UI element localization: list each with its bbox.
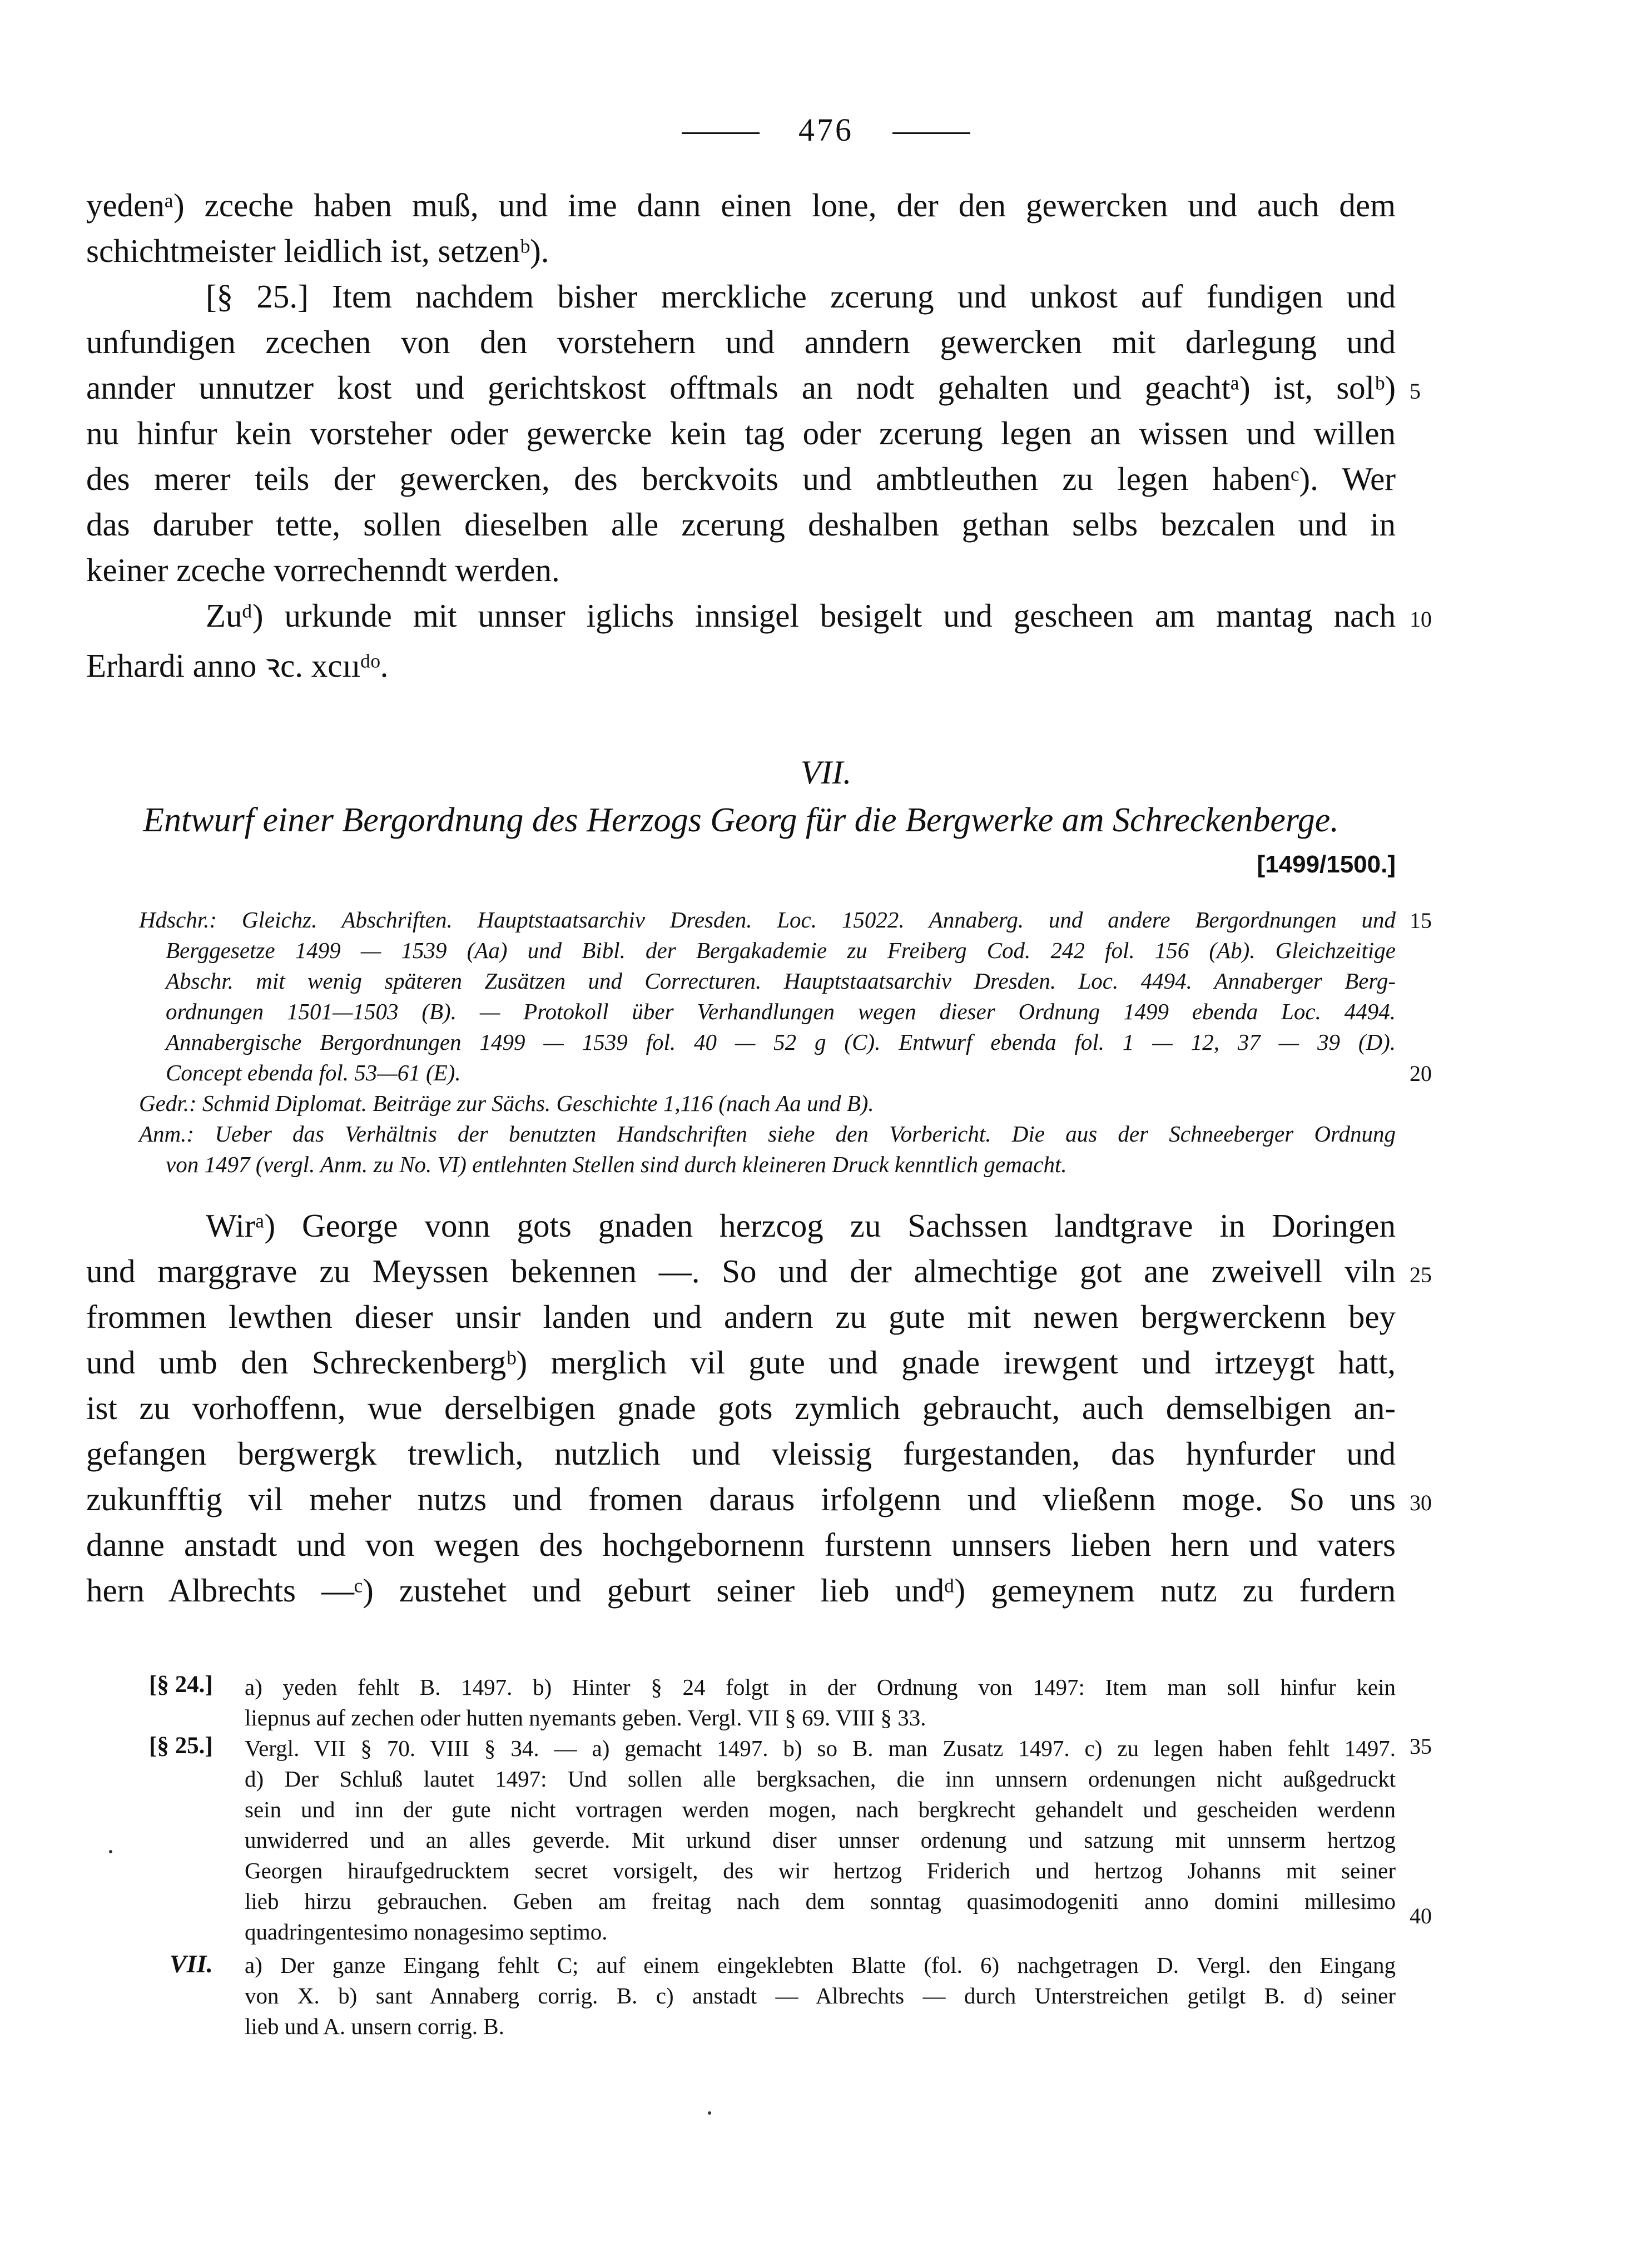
source-note-line: ordnungen 1501—1503 (B). — Protokoll über Verhandlungen wegen dieser Ordnung 1499 ebenda Loc. 4494. [166,999,1396,1024]
footnote-line: unwiderred und an alles geverde. Mit urkund diser unnser ordenung und satzung mit unnserm hertzog [245,1827,1396,1853]
text-line: annder unnutzer kost und gerichtskost offtmals an nodt gehalten und geachtᵃ) ist, solᵇ) [86,369,1396,406]
line-number: 15 [1410,908,1432,933]
page-number: 476 [0,111,1652,148]
text-line: zukunfftig vil meher nutzs und fromen daraus irfolgenn und vließenn moge. So uns [86,1481,1396,1517]
line-number: 25 [1410,1262,1432,1287]
source-note-line: Anm.: Ueber das Verhältnis der benutzten Handschriften siehe den Vorbericht. Die aus der Schneeberger Ordnung [139,1121,1396,1147]
footnote-line: d) Der Schluß lautet 1497: Und sollen alle bergksachen, die inn unnsern ordenungen nicht außgedruckt [245,1766,1396,1792]
line-number: 10 [1410,607,1432,632]
text-line: Zuᵈ) urkunde mit unnser iglichs innsigel besigelt und gescheen am mantag nach [206,597,1396,634]
section-date: [1499/1500.] [1257,851,1396,878]
footnote-line: lieb hirzu gebrauchen. Geben am freitag nach dem sonntag quasimodogeniti anno domini millesimo [245,1888,1396,1914]
footnote-line: quadringentesimo nonagesimo septimo. [245,1919,608,1945]
source-note-line: von 1497 (vergl. Anm. zu No. VI) entlehnten Stellen sind durch kleineren Druck kenntlich gemacht. [166,1152,1067,1177]
footnote-label: [§ 24.] [149,1671,213,1698]
source-note-line: Berggesetze 1499 — 1539 (Aa) und Bibl. der Bergakademie zu Freiberg Cod. 242 fol. 156 (Ab). Gleichzeitige [166,938,1396,963]
print-speck [109,1850,112,1853]
source-note-line: Annabergische Bergordnungen 1499 — 1539 fol. 40 — 52 g (C). Entwurf ebenda fol. 1 — 12, 37 — 39 (D). [166,1029,1396,1055]
line-number: 5 [1410,379,1421,404]
footnote-line: sein und inn der gute nicht vortragen werden mogen, nach bergkrecht gehandelt und gescheiden werdenn [245,1797,1396,1822]
source-note-line: Abschr. mit wenig späteren Zusätzen und Correcturen. Hauptstaatsarchiv Dresden. Loc. 4494. Annaberger Berg- [166,968,1396,994]
text-line: keiner zceche vorrechenndt werden. [86,552,560,588]
print-speck [708,2111,711,2115]
text-line: unfundigen zcechen von den vorstehern und anndern gewercken mit darlegung und [86,324,1396,360]
line-number: 40 [1410,1903,1432,1928]
text-line: ist zu vorhoffenn, wue derselbigen gnade gots zymlich gebraucht, auch demselbigen an- [86,1390,1396,1426]
text-line: danne anstadt und von wegen des hochgebornenn furstenn unnsers lieben hern und vaters [86,1526,1396,1563]
footnote-label: [§ 25.] [149,1733,213,1759]
footnote-line: von X. b) sant Annaberg corrig. B. c) anstadt — Albrechts — durch Unterstreichen getilgt B. d) seiner [245,1983,1396,2008]
text-line: [§ 25.] Item nachdem bisher merckliche zcerung und unkost auf fundigen und [206,278,1396,315]
footnote-label: VII. [170,1950,213,1978]
source-note-line: Hdschr.: Gleichz. Abschriften. Hauptstaatsarchiv Dresden. Loc. 15022. Annaberg. und andere Bergordnungen und [139,907,1396,932]
text-line: yedenᵃ) zceche haben muß, und ime dann einen lone, der den gewercken und auch dem [86,187,1396,224]
text-line: des merer teils der gewercken, des berckvoits und ambtleuthen zu legen habenᶜ). Wer [86,460,1396,497]
footnote-line: a) yeden fehlt B. 1497. b) Hinter § 24 folgt in der Ordnung von 1497: Item man soll hinfur kein [245,1674,1396,1700]
text-line: und marggrave zu Meyssen bekennen —. So und der almechtige got ane zweivell viln [86,1253,1396,1289]
section-number: VII. [800,754,852,791]
text-line: frommen lewthen dieser unsir landen und andern zu gute mit newen bergwerckenn bey [86,1298,1396,1335]
text-line: Wirᵃ) George vonn gots gnaden herzcog zu Sachssen landtgrave in Doringen [206,1207,1396,1244]
line-number: 35 [1410,1734,1432,1759]
text-line: nu hinfur kein vorsteher oder gewercke kein tag oder zcerung legen an wissen und willen [86,415,1396,452]
footnote-line: a) Der ganze Eingang fehlt C; auf einem eingeklebten Blatte (fol. 6) nachgetragen D. Vergl. den Eingang [245,1952,1396,1978]
footnote-line: Vergl. VII § 70. VIII § 34. — a) gemacht 1497. b) so B. man Zusatz 1497. c) zu legen haben fehlt 1497. [245,1735,1396,1761]
section-title: Entwurf einer Bergordnung des Herzogs Georg für die Bergwerke am Schreckenberge. [143,801,1339,839]
line-number: 30 [1410,1490,1432,1515]
line-number: 20 [1410,1061,1432,1086]
text-line: hern Albrechts —ᶜ) zustehet und geburt seiner lieb undᵈ) gemeynem nutz zu furdern [86,1572,1396,1609]
source-note-line: Gedr.: Schmid Diplomat. Beiträge zur Sächs. Geschichte 1,116 (nach Aa und B). [139,1090,874,1116]
footnote-line: liepnus auf zechen oder hutten nyemants geben. Vergl. VII § 69. VIII § 33. [245,1705,926,1730]
text-line: schichtmeister leidlich ist, setzenᵇ). [86,232,549,269]
footnote-line: Georgen hiraufgedrucktem secret vorsigelt, des wir hertzog Friderich und hertzog Johanns mit seiner [245,1858,1396,1883]
text-line: und umb den Schreckenbergᵇ) merglich vil gute und gnade irewgent und irtzeygt hatt, [86,1344,1396,1381]
text-line: gefangen bergwergk trewlich, nutzlich und vleissig furgestanden, das hynfurder und [86,1435,1396,1472]
text-line: das daruber tette, sollen dieselben alle zcerung deshalben gethan selbs bezcalen und in [86,506,1396,543]
footnote-line: lieb und A. unsern corrig. B. [245,2013,504,2039]
text-line: Erhardi anno ꝛc. xcııᵈᵒ. [86,647,389,684]
source-note-line: Concept ebenda fol. 53—61 (E). [166,1060,461,1085]
